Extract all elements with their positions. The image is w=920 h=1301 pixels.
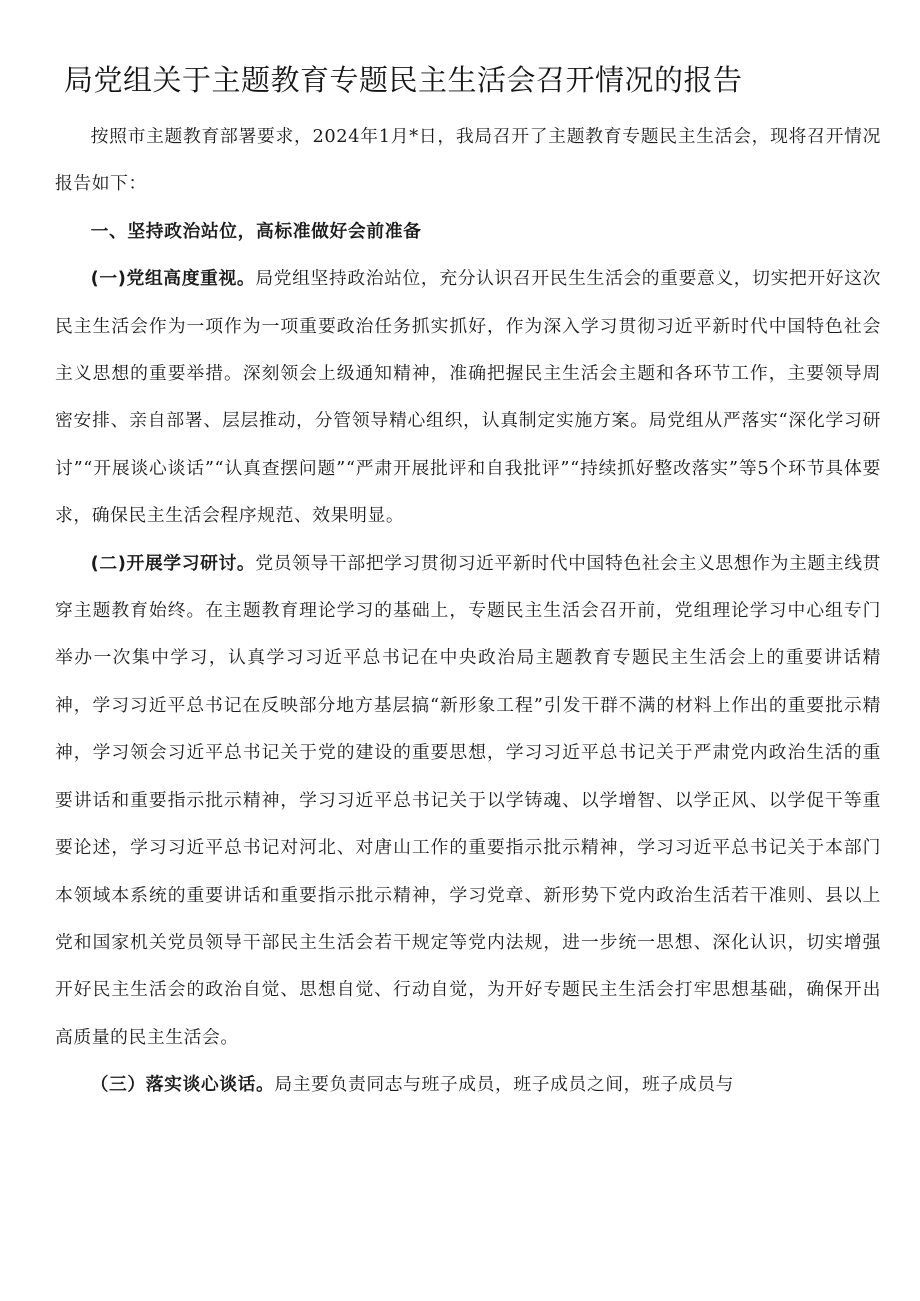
subsection-lead-1: (一)党组高度重视。	[90, 268, 256, 290]
subsection-lead-2: (二)开展学习研讨。	[90, 552, 256, 574]
subsection-lead-3: （三）落实谈心谈话。	[90, 1074, 275, 1096]
subsection-paragraph-1	[55, 255, 881, 539]
intro-paragraph: 按照市主题教育部署要求，2024年1月*日，我局召开了主题教育专题民主生活会，现将召开情况报告如下：	[55, 126, 881, 195]
section-heading: 一、坚持政治站位，高标准做好会前准备	[90, 220, 422, 242]
subsection-text-3: 局主要负责同志与班子成员，班子成员之间，班子成员与	[274, 1074, 734, 1096]
subsection-paragraph-3	[55, 1061, 881, 1108]
subsection-text-2: 党员领导干部把学习贯彻习近平新时代中国特色社会主义思想作为主题主线贯穿主题教育始终。在主题教育理论学习的基础上，专题民主生活会召开前，党组理论学习中心组专门举办一次集中学习，认真学习习近平总书记在中央政治局主题教育专题民主生活会上的重要讲话精神，学习习近平总书记在反映部分地方基层搞“新形象工程”引发干群不满的材料上作出的重要批示精神，学习领会习近平总书记关于党的建设的重要思想，学习习近平总书记关于严肃党内政治生活的重要讲话和重要指示批示精神，学习习近平总书记关于以学铸魂、以学增智、以学正风、以学促干等重要论述，学习习近平总书记对河北、对唐山工作的重要指示批示精神，学习习近平总书记关于本部门本领域本系统的重要讲话和重要指示批示精神，学习党章、新形势下党内政治生活若干准则、县以上党和国家机关党员领导干部民主生活会若干规定等党内法规，进一步统一思想、深化认识，切实增强开好民主生活会的政治自觉、思想自觉、行动自觉，为开好专题民主生活会打牢思想基础，确保开出高质量的民主生活会。	[55, 552, 881, 1048]
subsection-text-1: 局党组坚持政治站位，充分认识召开民生生活会的重要意义，切实把开好这次民主生活会作为一项作为一项重要政治任务抓实抓好，作为深入学习贯彻习近平新时代中国特色社会主义思想的重要举措。深刻领会上级通知精神，准确把握民主生活会主题和各环节工作，主要领导周密安排、亲自部署、层层推动，分管领导精心组织，认真制定实施方案。局党组从严落实“深化学习研讨”“开展谈心谈话”“认真查摆问题”“严肃开展批评和自我批评”“持续抓好整改落实”等5个环节具体要求，确保民主生活会程序规范、效果明显。	[55, 268, 881, 527]
document-body	[55, 113, 881, 1109]
document-title: 局党组关于主题教育专题民主生活会召开情况的报告	[64, 63, 743, 97]
subsection-paragraph-2	[55, 540, 881, 1061]
